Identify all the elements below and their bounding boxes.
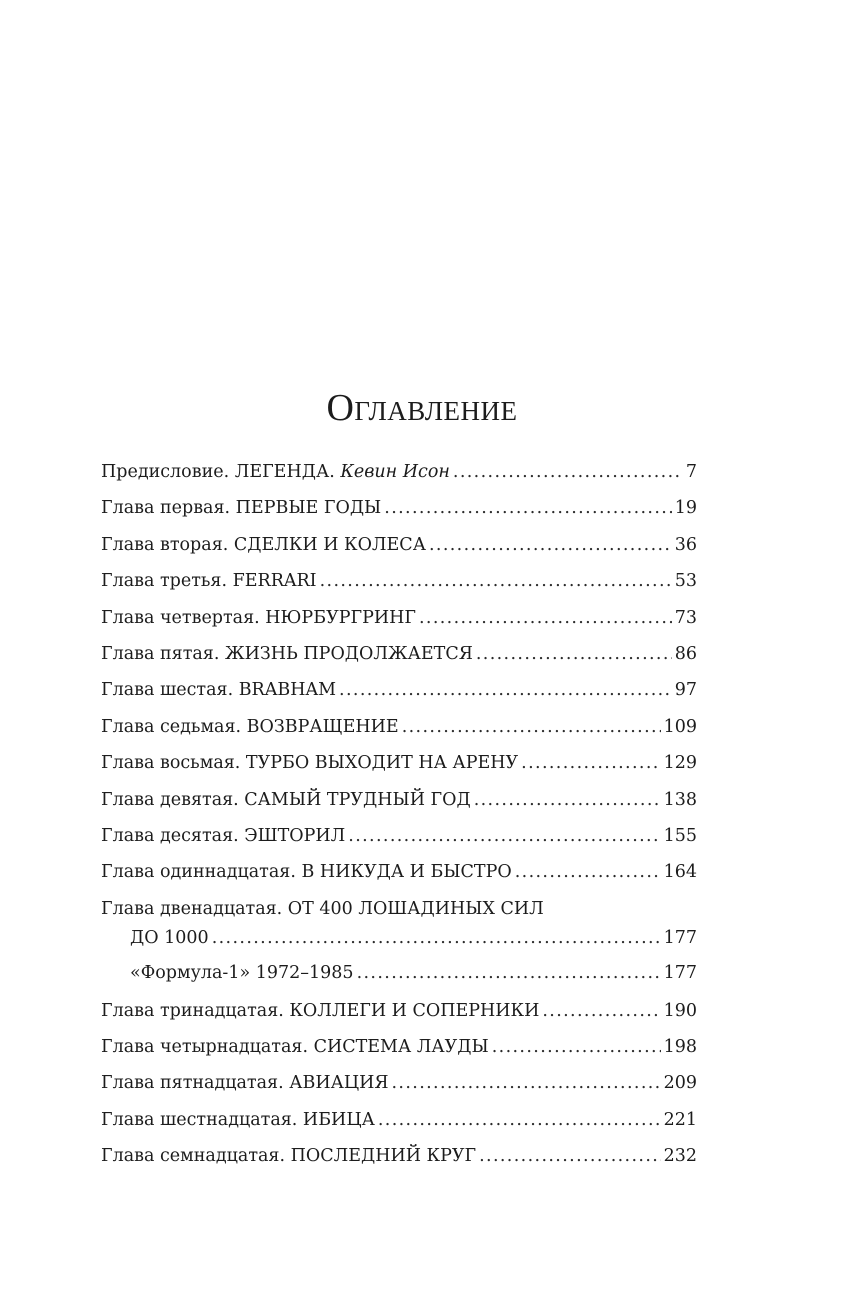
- toc-entry-chapter-5[interactable]: [101, 636, 697, 672]
- dot-leader: [474, 782, 661, 818]
- dot-leader: [476, 636, 672, 672]
- toc-entry-chapter-9[interactable]: [101, 782, 697, 818]
- toc-entry-chapter-17[interactable]: [101, 1138, 697, 1174]
- toc-entry-label: Предисловие. ЛЕГЕНДА. Кевин Исон: [101, 462, 450, 482]
- page-title: Оглавление: [326, 387, 518, 429]
- toc-entry-label: Глава тринадцатая. КОЛЛЕГИ И СОПЕРНИКИ: [101, 1000, 540, 1021]
- toc-entry-label: Глава пятая. ЖИЗНЬ ПРОДОЛЖАЕТСЯ: [101, 643, 473, 664]
- dot-leader: [320, 563, 672, 599]
- toc-entry-label: Глава десятая. ЭШТОРИЛ: [101, 825, 346, 846]
- toc-entry-chapter-4[interactable]: [101, 600, 697, 636]
- toc-entry-chapter-13[interactable]: [101, 993, 697, 1029]
- toc-entry-label: «Формула-1» 1972–1985: [130, 962, 354, 983]
- dot-leader: [384, 490, 671, 526]
- toc-entry-label-line2: ДО 1000: [130, 927, 209, 948]
- toc-entry-label: Глава четвертая. НЮРБУРГРИНГ: [101, 607, 416, 628]
- toc-entry-chapter-3[interactable]: [101, 563, 697, 599]
- toc-entry-label-line1: Глава двенадцатая. ОТ 400 ЛОШАДИНЫХ СИЛ: [101, 898, 544, 919]
- toc-entry-label: Глава вторая. СДЕЛКИ И КОЛЕСА: [101, 534, 426, 555]
- dot-leader: [339, 672, 672, 708]
- toc-entry-chapter-7[interactable]: [101, 709, 697, 745]
- toc-entry-chapter-2[interactable]: [101, 527, 697, 563]
- toc-entry-page: 209: [663, 1073, 697, 1094]
- toc-entry-label: Глава третья. FERRARI: [101, 571, 317, 592]
- toc-entry-label: Глава одиннадцатая. В НИКУДА И БЫСТРО: [101, 862, 512, 883]
- toc-entry-page: 177: [663, 927, 697, 948]
- toc-entry-label: Глава шестнадцатая. ИБИЦА: [101, 1109, 375, 1130]
- toc-entry-preface[interactable]: [101, 454, 697, 490]
- toc-entry-label: Глава четырнадцатая. СИСТЕМА ЛАУДЫ: [101, 1037, 489, 1058]
- toc-entry-page: 7: [685, 462, 697, 482]
- toc-entry-page: 129: [663, 753, 697, 774]
- toc-entry-chapter-1[interactable]: [101, 490, 697, 526]
- toc-entry-label: Глава шестая. BRABHAM: [101, 680, 337, 701]
- toc-entry-label: Глава пятнадцатая. АВИАЦИЯ: [101, 1073, 389, 1094]
- toc-entry-page: 86: [674, 643, 697, 664]
- toc-entry-page: 36: [674, 534, 697, 555]
- toc-entry-page: 221: [663, 1109, 697, 1130]
- dot-leader: [212, 923, 661, 953]
- toc-entry-author: Кевин Исон: [340, 462, 450, 482]
- toc-entry-page: 138: [663, 789, 697, 810]
- toc-entry-page: 155: [663, 825, 697, 846]
- toc-entry-page: 53: [674, 571, 697, 592]
- toc-entry-page: 97: [674, 680, 697, 701]
- dot-leader: [542, 993, 660, 1029]
- toc-entry-page: 232: [663, 1146, 697, 1167]
- dot-leader: [348, 818, 660, 854]
- toc-entry-appendix-f1[interactable]: [101, 953, 697, 993]
- toc-entry-page: 109: [663, 716, 697, 737]
- toc-entry-page: 190: [663, 1000, 697, 1021]
- dot-leader: [492, 1029, 661, 1065]
- dot-leader: [429, 527, 672, 563]
- toc-entry-label: Глава семнадцатая. ПОСЛЕДНИЙ КРУГ: [101, 1146, 477, 1167]
- toc-entry-page: 73: [674, 607, 697, 628]
- toc-entry-chapter-16[interactable]: [101, 1102, 697, 1138]
- table-of-contents: [101, 454, 697, 1175]
- dot-leader: [479, 1138, 660, 1174]
- toc-entry-chapter-10[interactable]: [101, 818, 697, 854]
- toc-entry-chapter-11[interactable]: [101, 854, 697, 890]
- toc-entry-chapter-15[interactable]: [101, 1065, 697, 1101]
- toc-entry-page: 177: [663, 962, 697, 983]
- dot-leader: [515, 854, 661, 890]
- toc-entry-label: Глава первая. ПЕРВЫЕ ГОДЫ: [101, 498, 382, 519]
- toc-entry-label: Глава девятая. САМЫЙ ТРУДНЫЙ ГОД: [101, 789, 471, 810]
- dot-leader: [521, 745, 660, 781]
- toc-entry-label: Глава восьмая. ТУРБО ВЫХОДИТ НА АРЕНУ: [101, 753, 519, 774]
- dot-leader: [453, 454, 683, 490]
- toc-entry-chapter-12-continued[interactable]: [101, 923, 697, 953]
- toc-entry-page: 164: [663, 862, 697, 883]
- dot-leader: [378, 1102, 661, 1138]
- dot-leader: [357, 953, 661, 993]
- toc-entry-label: Глава седьмая. ВОЗВРАЩЕНИЕ: [101, 716, 399, 737]
- toc-entry-chapter-8[interactable]: [101, 745, 697, 781]
- dot-leader: [392, 1065, 661, 1101]
- toc-entry-chapter-14[interactable]: [101, 1029, 697, 1065]
- toc-entry-page: 19: [674, 498, 697, 519]
- dot-leader: [419, 600, 672, 636]
- toc-entry-chapter-12[interactable]: [101, 895, 697, 923]
- dot-leader: [402, 709, 661, 745]
- toc-entry-chapter-6[interactable]: [101, 672, 697, 708]
- toc-entry-page: 198: [663, 1037, 697, 1058]
